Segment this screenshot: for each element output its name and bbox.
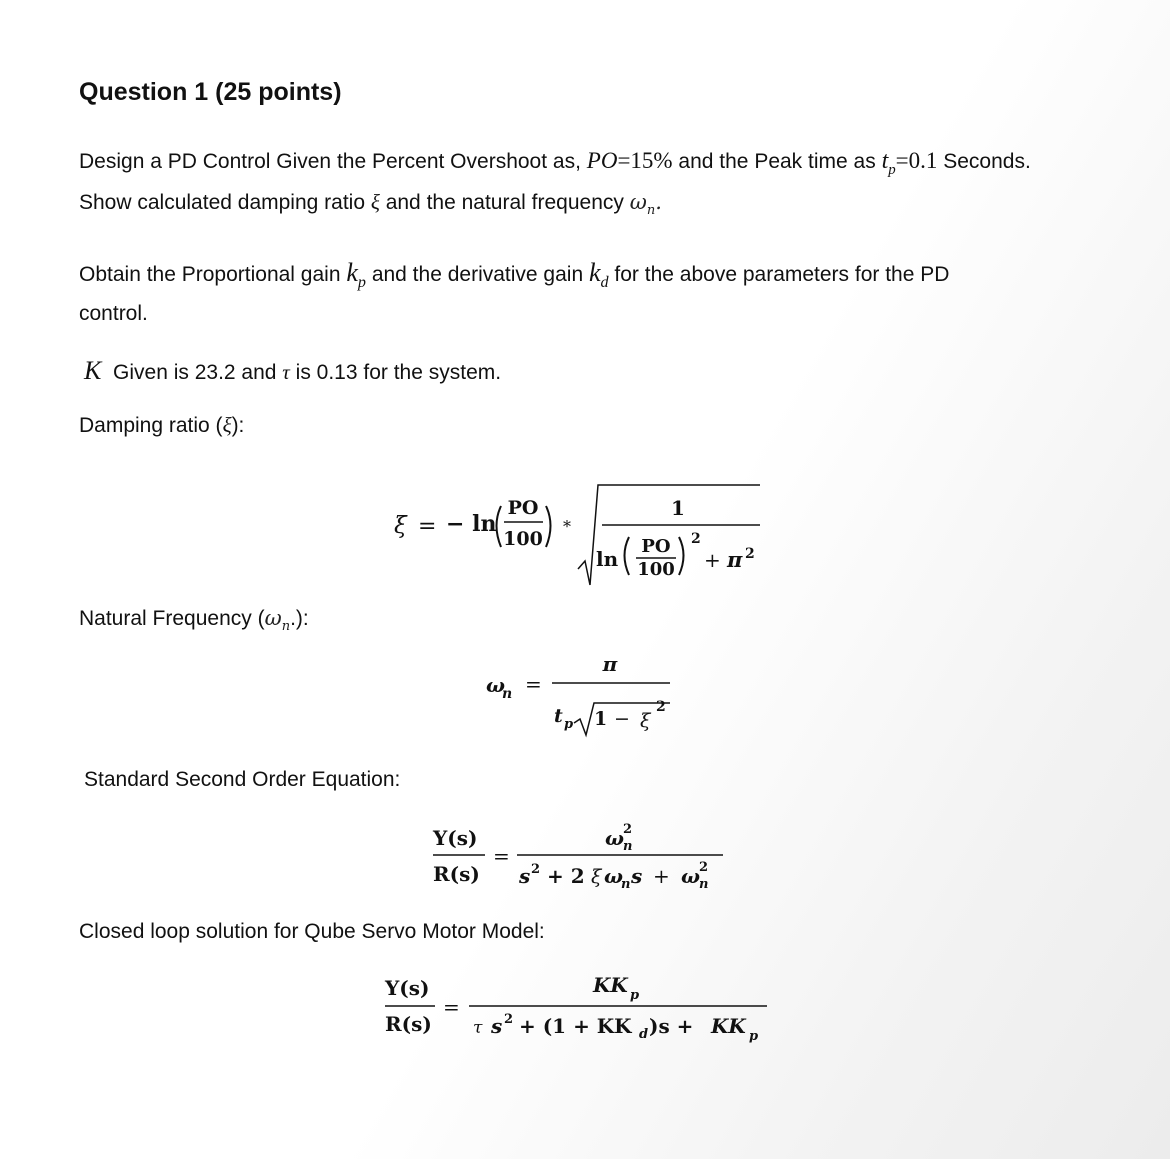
xi-symbol: ξ — [370, 190, 380, 214]
show-text-b: and the natural frequency — [385, 191, 624, 214]
std-eq: = — [493, 844, 510, 868]
nf-square: 2 — [656, 699, 666, 715]
po-value: =15% — [617, 148, 673, 173]
damping-plus: + — [704, 548, 721, 572]
gains-text-b: and the derivative gain — [371, 263, 584, 286]
gains-text-a: Obtain the Proportional gain — [79, 263, 341, 286]
tau-symbol: τ — [282, 360, 290, 384]
cl-kkp: KK — [711, 1014, 746, 1038]
damping-label: Damping ratio (ξ): — [79, 413, 245, 437]
nf-lhs-omega: ω — [486, 673, 506, 697]
damping-minus-ln: − ln — [446, 511, 497, 537]
std-den-omega2: ω — [681, 864, 701, 888]
std-lhs-num: Y(s) — [433, 826, 478, 850]
right-paren-2 — [679, 537, 684, 575]
damping-lhs: ξ — [394, 513, 407, 539]
natural-frequency-formula — [470, 645, 690, 745]
closed-loop-label: Closed loop solution for Qube Servo Motor Model: — [79, 920, 545, 943]
std-num-sup: 2 — [623, 822, 633, 837]
nf-eq: = — [525, 672, 542, 696]
design-text-b: and the Peak time as — [678, 150, 876, 173]
damping-formula — [380, 475, 780, 595]
std-den-plus: + — [653, 864, 670, 888]
std-den-s: s — [519, 864, 531, 888]
natural-frequency-label: Natural Frequency $(\omega_n.)$: — [79, 606, 309, 635]
std-num-omega: ω — [605, 826, 625, 850]
damping-pi-square: 2 — [745, 546, 755, 562]
right-paren — [546, 506, 551, 547]
cl-lhs-den: R(s) — [385, 1012, 432, 1036]
standard-formula — [425, 815, 735, 895]
nf-xi: ξ — [640, 710, 651, 732]
nf-tp: t — [554, 705, 563, 727]
cl-lhs-num: Y(s) — [385, 976, 430, 1000]
std-den-omega: ω — [604, 864, 624, 888]
gains-line-2: control. — [79, 302, 148, 325]
std-den-omega2-sub: n — [699, 877, 709, 892]
cl-num-sub: p — [630, 988, 640, 1003]
closed-loop-formula — [375, 965, 775, 1050]
cl-eq: = — [443, 995, 460, 1019]
question-heading: Question 1 (25 points) — [79, 78, 342, 106]
tp-value: =0.1 — [895, 148, 938, 173]
show-text-a: Show calculated damping ratio — [79, 191, 366, 214]
left-paren — [497, 506, 502, 547]
std-den-s-sup: 2 — [531, 862, 541, 877]
std-den-plus-2: + 2 — [547, 864, 585, 888]
kd-symbol: $k_d$ — [588, 258, 609, 292]
tp-symbol: $t_p$ — [881, 148, 896, 178]
design-text-a: Design a PD Control Given the Percent Overshoot as, — [79, 150, 581, 173]
damping-po-2: PO — [641, 536, 671, 557]
std-den-omega2-sup: 2 — [699, 860, 709, 875]
design-line-2 — [79, 190, 662, 218]
nf-tp-sub: p — [564, 717, 574, 732]
given-line — [84, 356, 501, 386]
cl-s: s — [491, 1014, 503, 1038]
kp-symbol: $k_p$ — [346, 258, 366, 292]
damping-100: 100 — [503, 528, 543, 550]
nf-minus: − — [614, 708, 630, 730]
omega-symbol: $\omega_n$. — [629, 190, 662, 219]
damping-eq: = — [418, 514, 437, 539]
std-lhs-den: R(s) — [433, 862, 480, 886]
standard-label: Standard Second Order Equation: — [84, 768, 401, 791]
cl-mid2: )s + — [649, 1014, 694, 1038]
given-text-b: is 0.13 for the system. — [295, 361, 502, 384]
design-line-1 — [79, 148, 1031, 179]
damping-100-2: 100 — [637, 559, 675, 580]
left-paren-2 — [625, 537, 630, 575]
damping-po: PO — [507, 497, 539, 519]
std-den-s2: s — [631, 864, 643, 888]
std-num-sub: n — [623, 839, 633, 854]
damping-ln: ln — [596, 547, 619, 571]
damping-times: * — [563, 517, 571, 536]
nf-pi: π — [602, 652, 618, 676]
damping-pi: π — [727, 547, 743, 572]
natural-omega: $\omega_n$ — [264, 606, 291, 635]
std-den-xi: ξ — [591, 866, 602, 888]
nf-lhs-sub: n — [502, 686, 513, 702]
cl-tau: τ — [473, 1018, 483, 1038]
gains-text-c: for the above parameters for the PD — [614, 263, 950, 286]
nf-one: 1 — [594, 708, 608, 730]
design-text-c: Seconds. — [943, 150, 1031, 173]
damping-one: 1 — [671, 496, 685, 520]
k-symbol: K — [84, 356, 102, 385]
damping-xi: ξ — [222, 413, 232, 437]
cl-num: KK — [593, 973, 628, 997]
cl-kd-sub: d — [639, 1027, 649, 1042]
std-den-omega-sub: n — [621, 877, 631, 892]
given-text-a: Given is 23.2 and — [113, 361, 277, 384]
cl-mid: + (1 + KK — [519, 1014, 632, 1038]
damping-square: 2 — [691, 531, 701, 547]
cl-kkp-sub: p — [749, 1029, 759, 1044]
gains-line-1 — [79, 258, 949, 292]
cl-s-sup: 2 — [504, 1012, 514, 1027]
po-symbol: PO — [586, 148, 618, 173]
